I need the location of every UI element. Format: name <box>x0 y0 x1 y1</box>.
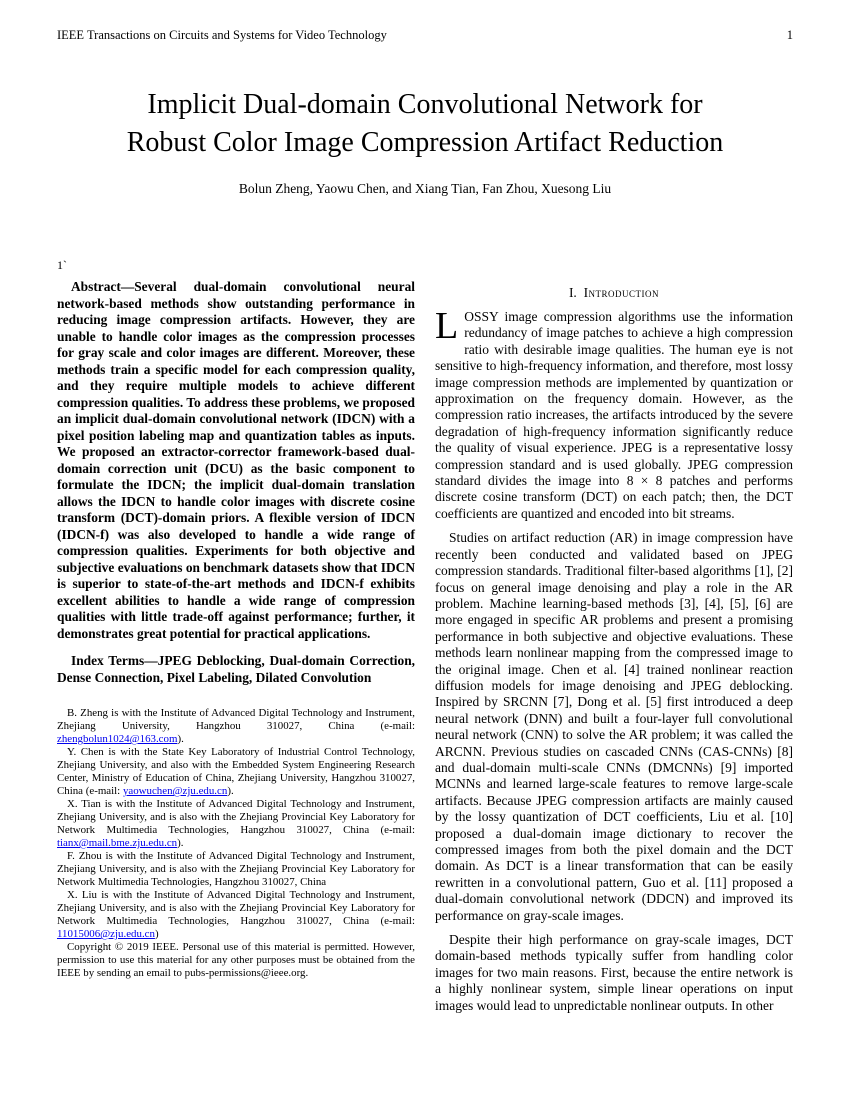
abstract-text: Several dual-domain convolutional neural network-based methods show outstanding performance in reducing image compression artifacts. However, they are unable to handle color images as the compression processes for gray scale and color images are different. Moreover, these methods train a specific model for each compression quality, and they require multiple models to achieve different compression qualities. To address these problems, we proposed an implicit dual-domain convolutional network (IDCN) with a pixel position labeling map and quantization tables as inputs. We proposed an extractor-corrector framework-based dual-domain correction unit (DCU) as the basic component to formulate the IDCN; the implicit dual-domain translation allows the IDCN to handle color images with discrete cosine transform (DCT)-domain priors. A flexible version of IDCN (IDCN-f) was also developed to handle a wide range of compression qualities. Experiments for both objective and subjective evaluations on benchmark datasets show that IDCN is superior to state-of-the-art methods and IDCN-f exhibits excellent abilities to handle a wide range of compression qualities with little trade-off against performance; further, it demonstrates great potential for practical applications. <box>57 279 416 641</box>
footnote-text: F. Zhou is with the Institute of Advanced Digital Technology and Instrument, Zhejiang University, and is also with the Zhejiang Provincial Key Laboratory for Network Multimedia Technologies, Hangzhou 310027, China <box>57 850 415 888</box>
intro-paragraph-2: Studies on artifact reduction (AR) in image compression have recently been conducted and validated based on JPEG compression standards. Traditional filter-based algorithms [1], [2] focus on general image denoising and play a role in the AR problem. Machine learning-based methods [3], [4], [5], [6] are more engaged in specific AR problems and present a promising performance in both subjective and objective evaluations. These methods learn nonlinear mapping from the compressed image to the original image. Chen et al. [4] trained nonlinear reaction diffusion models for image denoising and JPEG deblocking. Inspired by SRCNN [7], Dong et al. [5] first introduced a deep neural network (DNN) and built a four-layer full convolutional neural network (CNN) to solve the AR problem; it was called the ARCNN. Previous studies on cascaded CNNs (CAS-CNNs) [8] and dual-domain multi-scale CNNs (DMCNNs) [9] imported MCNNs and learned large-scale features to remove large-scale artifacts. Because JPEG compression artifacts are mainly caused by the lossy quantization of DCT coefficients, Liu et al. [10] proposed a dual-domain image dictionary to recover the compressed images from both the pixel domain and the DCT domain. As DCT is a linear transformation that can be easily rewritten in a convolutional pattern, Guo et al. [11] proposed a dual-domain convolutional network (DDCN) and improved its performance on gray-scale images. <box>435 530 793 923</box>
page-number: 1 <box>786 28 793 42</box>
footnote-marker: 1` <box>57 258 67 272</box>
email-link[interactable]: zhengbolun1024@163.com <box>57 733 178 745</box>
author-footnotes <box>57 707 415 980</box>
left-column <box>57 258 415 1100</box>
footnote-affiliation <box>57 798 415 850</box>
footnote-affiliation <box>57 850 415 889</box>
section-number: I. <box>568 285 577 300</box>
abstract-paragraph <box>57 279 415 642</box>
footnote-text: ). <box>177 837 184 849</box>
journal-name: IEEE Transactions on Circuits and Systems for Video Technology <box>57 28 387 42</box>
email-link[interactable]: yaowuchen@zju.edu.cn <box>122 785 228 797</box>
section-heading <box>435 284 793 301</box>
footnote-text: ) <box>154 928 159 940</box>
index-terms-paragraph <box>57 653 415 686</box>
intro-paragraph-3: Despite their high performance on gray-scale images, DCT domain-based methods typically suffer from handling color images for two main reasons. First, because the entire network is a highly nonlinear system, simple linear operations on input images would lead to unpredictable nonlinear outputs. In other <box>435 932 793 1013</box>
footnote-text: ). <box>227 785 234 797</box>
footnote-text: X. Tian is with the Institute of Advanced Digital Technology and Instrument, Zhejiang University, and is also with the Zhejiang Provincial Key Laboratory for Network Multimedia Technologies, Hangzhou 310027, China (e-mail: <box>57 798 415 836</box>
email-link[interactable]: tianx@mail.bme.zju.edu.cn <box>57 837 178 849</box>
paper-title: Implicit Dual-domain Convolutional Network for Robust Color Image Compression Artifact Reduction <box>126 89 724 158</box>
footnote-affiliation <box>57 889 415 941</box>
paper-authors: Bolun Zheng, Yaowu Chen, and Xiang Tian, Fan Zhou, Xuesong Liu <box>238 181 612 196</box>
email-link[interactable]: 11015006@zju.edu.cn <box>57 928 155 940</box>
drop-cap: L <box>435 305 459 347</box>
index-terms-text: JPEG Deblocking, Dual-domain Correction, Dense Connection, Pixel Labeling, Dilated Convolution <box>57 653 416 685</box>
footnote-affiliation <box>57 746 415 798</box>
abstract-label: Abstract— <box>71 279 135 294</box>
section-title: Introduction <box>583 285 660 300</box>
footnote-text: Copyright © 2019 IEEE. Personal use of this material is permitted. However, permission to use this material for any other purposes must be obtained from the IEEE by sending an email to pubs-permissions@ieee.org. <box>57 941 415 979</box>
index-terms-label: Index Terms— <box>71 653 158 668</box>
intro-paragraph-1 <box>435 305 793 522</box>
footnote-text: Y. Chen is with the State Key Laboratory of Industrial Control Technology, Zhejiang University, and also with the Embedded System Engineering Research Center, Ministry of Education of China, Zhejiang University, Hangzhou 310027, China (e-mail: <box>57 746 415 797</box>
footnote-text: ). <box>177 733 184 745</box>
footnote-text: X. Liu is with the Institute of Advanced Digital Technology and Instrument, Zhejiang University, and is also with the Zhejiang Provincial Key Laboratory for Network Multimedia Technologies, Hangzhou 310027, China (e-mail: <box>57 889 415 927</box>
two-column-body <box>57 258 793 1100</box>
footnote-copyright <box>57 941 415 980</box>
footnote-affiliation <box>57 707 415 746</box>
running-header <box>57 28 793 43</box>
right-column <box>435 258 793 1100</box>
footnote-text: B. Zheng is with the Institute of Advanced Digital Technology and Instrument, Zhejiang University, Hangzhou 310027, China (e-mail: <box>57 707 415 732</box>
paragraph-text: OSSY image compression algorithms use the information redundancy of image patches to achieve a high compression ratio with desirable image qualities. The human eye is not sensitive to high-frequency information, and therefore, most lossy image compression methods are implemented by quantization or approximation on the frequency domain. However, as the compression ratio increases, the artifacts introduced by the severe degradation of high-frequency information significantly reduce the quality of visual experience. JPEG is a representative lossy compression standard and is used globally. JPEG compression standard divides the image into 8 × 8 patches and performs discrete cosine transform (DCT) on each patch; then, the DCT coefficients are quantized and encoded into bit streams. <box>435 309 793 521</box>
